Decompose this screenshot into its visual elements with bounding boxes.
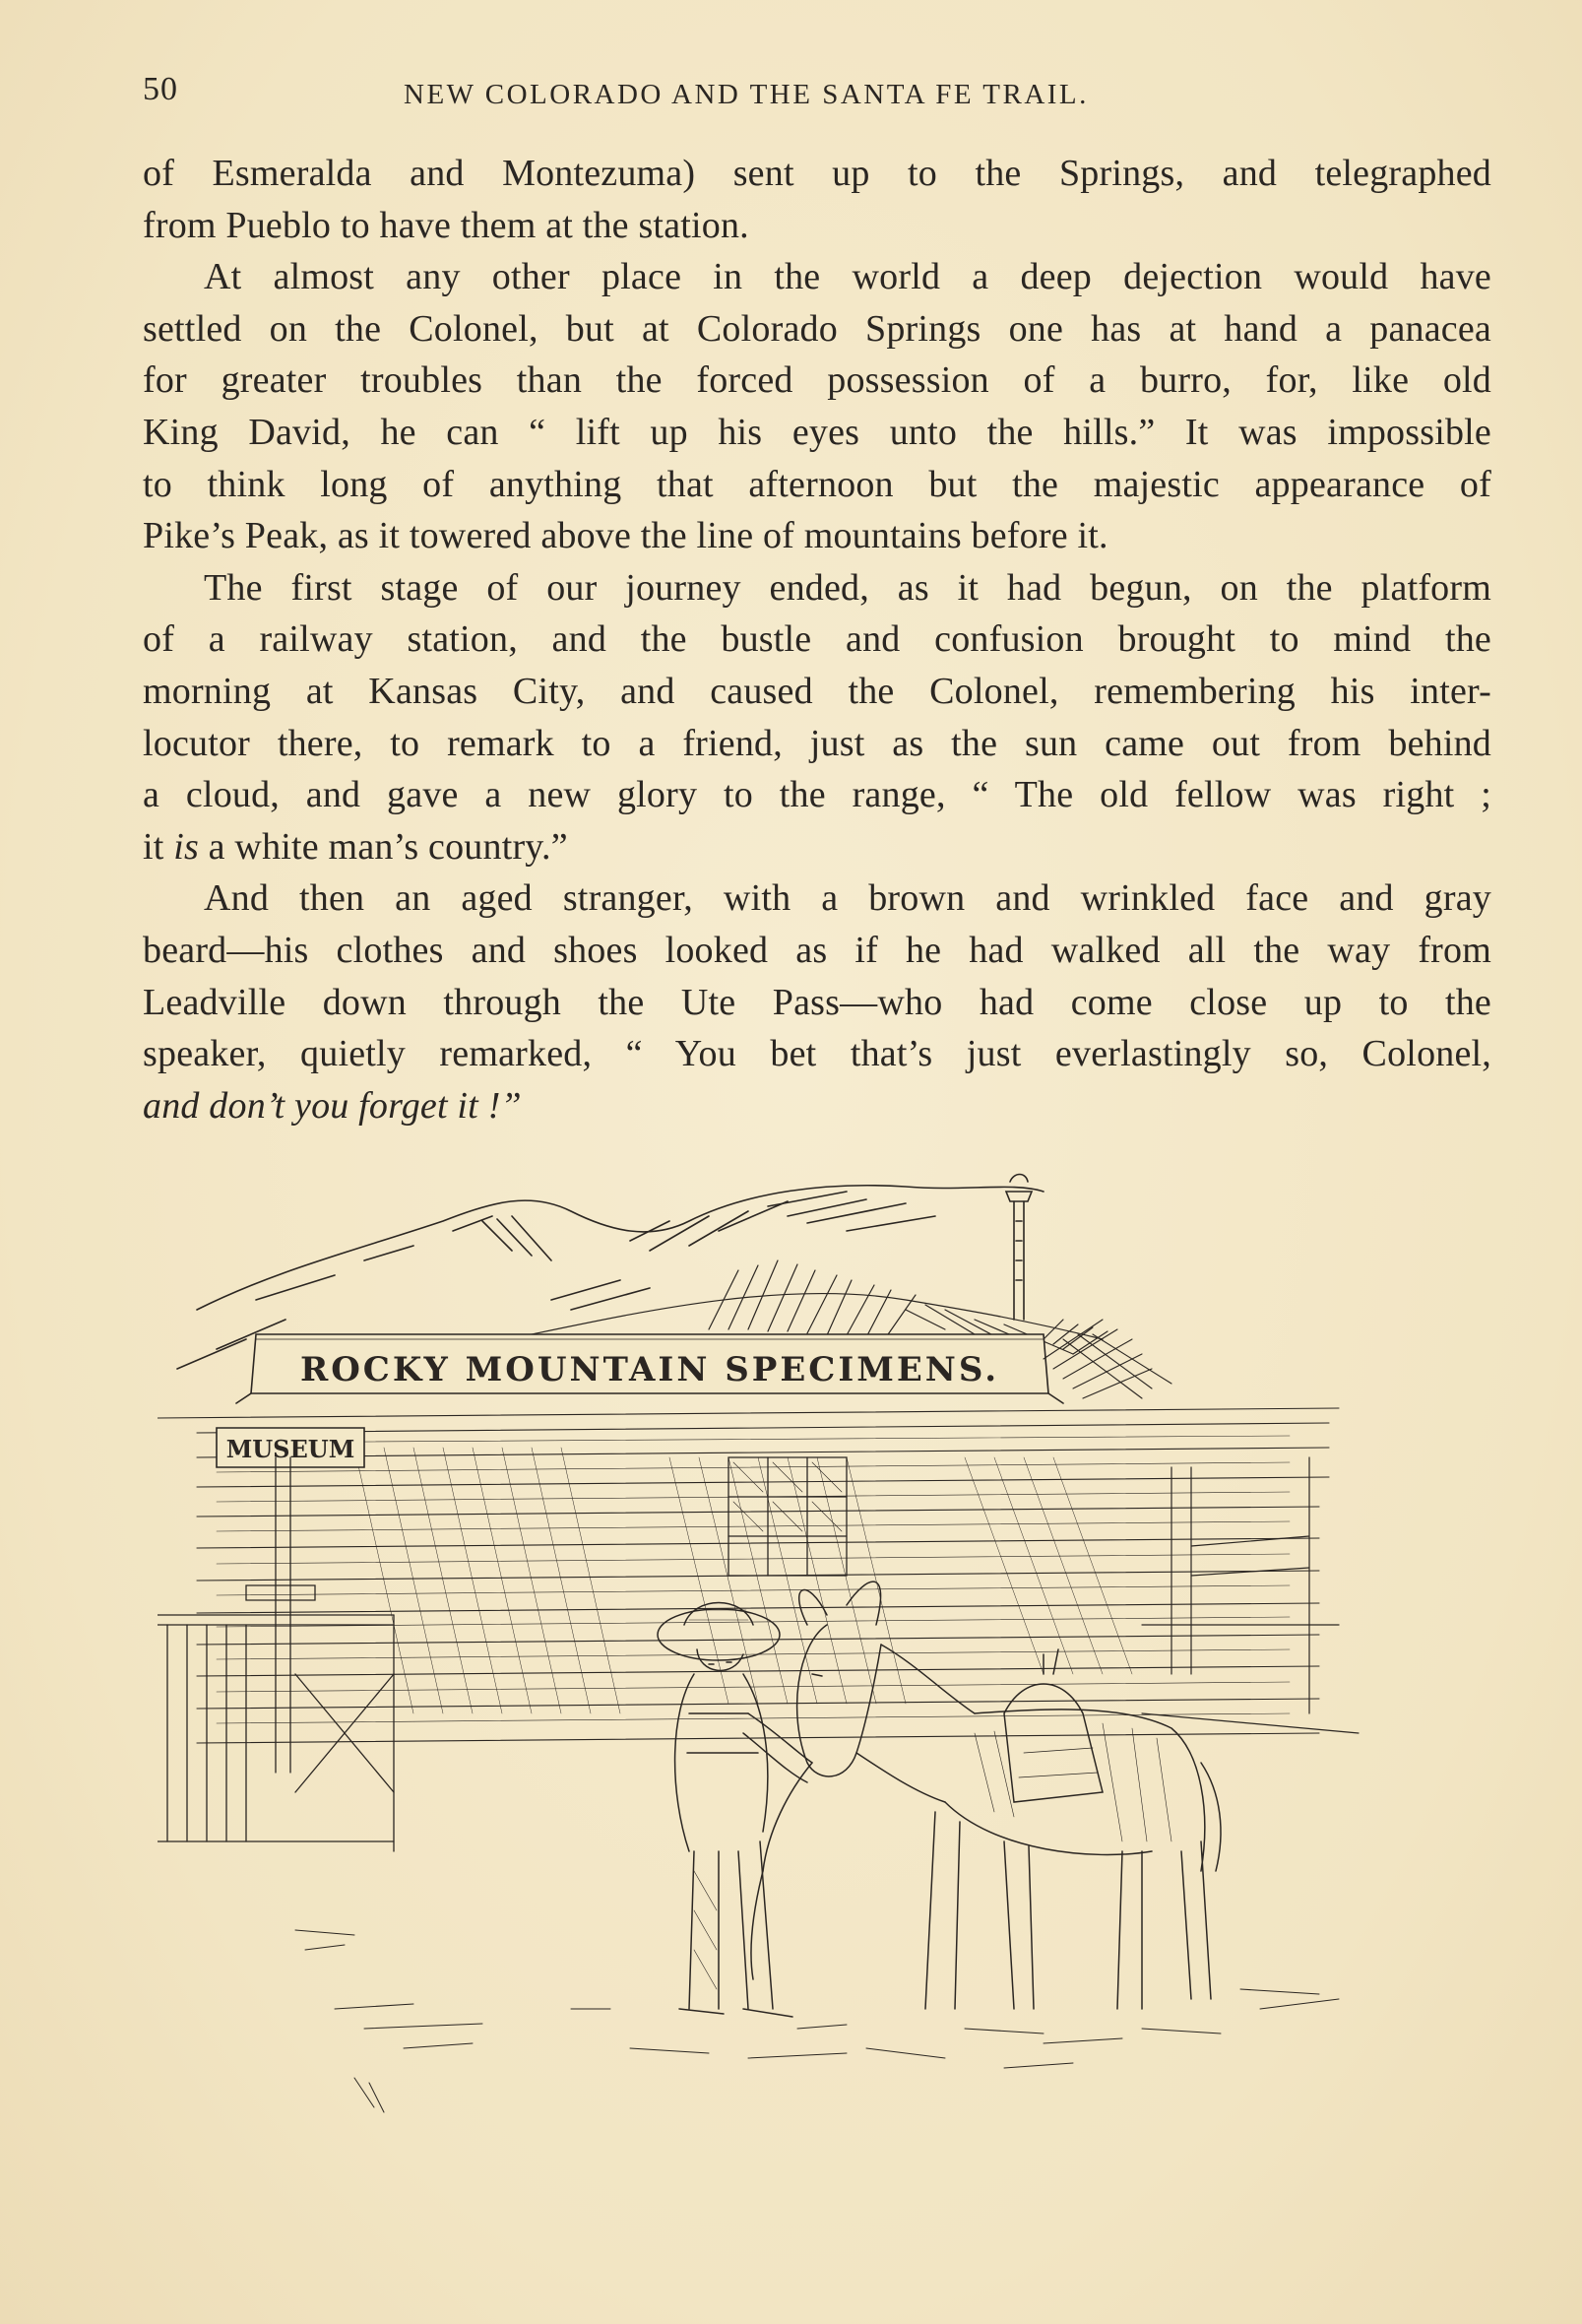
text-line: and don’t you forget it !” [143,1084,522,1127]
text-line [143,821,1491,873]
burro-figure [751,1582,1221,2009]
stovepipe-chimney [1006,1175,1032,1321]
text-line: beard—his clothes and shoes looked as if he had walked all the way from [143,929,1491,971]
text-line: morning at Kansas City, and caused the Colonel, remembering his inter- [143,670,1491,712]
text-line: King David, he can “ lift up his eyes unto the hills.” It was impossible [143,411,1491,453]
text-line: of a railway station, and the bustle and confusion brought to mind the [143,618,1491,661]
sign-text: ROCKY MOUNTAIN SPECIMENS. [299,1350,1000,1389]
right-porch [1142,1457,1359,1733]
text-line: to think long of anything that afternoon but the majestic appearance of [143,463,1491,505]
engraving-svg [158,1162,1496,2147]
text-line: for greater troubles than the forced possession of a burro, for, like old [143,359,1491,402]
paragraph-start-line: At almost any other place in the world a deep dejection would have [204,256,1491,298]
body-text [143,148,1491,1131]
museum-sign-text: MUSEUM [225,1435,355,1463]
text-line: settled on the Colonel, but at Colorado Springs one has at hand a panacea [143,307,1491,350]
text-line: Pike’s Peak, as it towered above the line of mountains before it. [143,515,1108,557]
running-head [143,71,1491,120]
text-line: speaker, quietly remarked, “ You bet that’s just everlastingly so, Colonel, [143,1033,1491,1075]
engraving-illustration [158,1162,1496,2147]
text-line: Leadville down through the Ute Pass—who had come close up to the [143,981,1491,1023]
ground-lines [295,1930,1339,2112]
text-line: a cloud, and gave a new glory to the range, “ The old fellow was right ; [143,774,1491,816]
text-segment: a white man’s country.” [198,825,568,868]
text-line: from Pueblo to have them at the station. [143,204,749,246]
man-figure [658,1603,812,2018]
shop-sign-board [236,1334,1063,1403]
paragraph-start-line: The first stage of our journey ended, as it had begun, on the platform [204,566,1491,609]
text-segment: it [143,825,174,868]
paragraph-start-line: And then an aged stranger, with a brown and wrinkled face and gray [204,877,1491,920]
running-title: NEW COLORADO AND THE SANTA FE TRAIL. [404,79,1089,110]
porch-fence [158,1457,394,1851]
text-line: of Esmeralda and Montezuma) sent up to the Springs, and telegraphed [143,153,1491,194]
page-number: 50 [143,71,178,107]
italic-emphasis: is [173,825,199,868]
text-line: locutor there, to remark to a friend, just as the sun came out from behind [143,722,1491,764]
